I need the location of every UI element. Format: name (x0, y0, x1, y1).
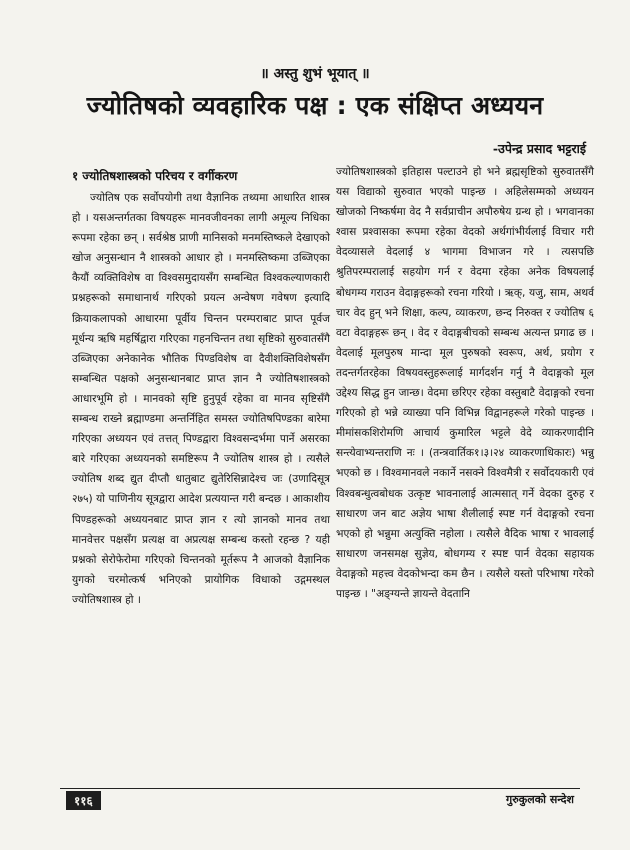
section-heading: १ ज्योतिषशास्त्रको परिचय र वर्गीकरण (72, 169, 238, 183)
right-column (336, 162, 594, 604)
author-name: -उपेन्द्र प्रसाद भट्टराई (492, 141, 586, 156)
left-paragraph: ज्योतिष एक सर्वोपयोगी तथा वैज्ञानिक तथ्यमा आधारित शास्त्र हो । यसअन्तर्गतका विषयहरू मानवजीवनका लागी अमूल्य निधिका रूपमा रहेका छन् । सर्वश्रेष्ठ प्राणी मानिसको मनमस्तिष्कले देखाएको खोज अनुसन्धान नै शास्त्रको आधार हो । मनमस्तिष्कमा उब्जिएका कैयौं व्यक्तिविशेष वा विश्वसमुदायसँग सम्बन्धित विश्वकल्याणकारी प्रश्नहरूको समाधानार्थ गरिएको प्रयत्न अन्वेषण गवेषण इत्यादि क्रियाकलापको आधारमा पूर्वीय चिन्तन परम्पराबाट प्राप्त पूर्वज मूर्धन्य ऋषि महर्षिद्वारा गरिएका गहनचिन्तन तथा सृष्टिको सुरुवातसँगै उब्जिएका अनेकानेक भौतिक पिण्डविशेष वा दैवीशक्तिविशेषसँग सम्बन्धित पक्षको अनुसन्धानबाट प्राप्त ज्ञान नै ज्योतिषशास्त्रको आधारभूमि हो । मानवको सृष्टि हुनुपूर्व रहेका वा मानव सृष्टिसँगै सम्बन्ध राख्ने ब्रह्माण्डमा अन्तर्निहित समस्त ज्योतिषपिण्डका बारेमा गरिएका अध्ययन एवं तत्तत् पिण्डद्वारा विश्वसन्दर्भमा पार्ने असरका बारे गरिएका अध्ययनको समष्टिरूप नै ज्योतिष शास्त्र हो । त्यसैले ज्योतिष शब्द द्युत दीप्तौ धातुबाट द्युतेरिसिन्नादेश्च जः (उणादिसूत्र २७५) यो पाणिनीय सूत्रद्वारा आदेश प्रत्ययान्त गरी बन्दछ । आकाशीय पिण्डहरूको अध्ययनबाट प्राप्त ज्ञान र त्यो ज्ञानको मानव तथा मानवेत्तर पक्षसँग प्रत्यक्ष वा अप्रत्यक्ष सम्बन्ध कस्तो रहन्छ ? यही प्रश्नको सेरोफेरोमा गरिएको चिन्तनको मूर्तरूप नै आजको वैज्ञानिक युगको चरमोत्कर्ष भनिएको प्रायोगिक विधाको उद्गमस्थल ज्योतिषशास्त्र हो । (72, 192, 330, 606)
right-paragraph: ज्योतिषशास्त्रको इतिहास पल्टाउने हो भने ब्रह्मसृष्टिको सुरुवातसँगै यस विद्याको सुरुवात भएको पाइन्छ । अहिलेसम्मको अध्ययन खोजको निष्कर्षमा वेद नै सर्वप्राचीन अपौरुषेय ग्रन्थ हो । भगवानका श्वास प्रश्वासका रूपमा रहेका वेदको अर्थगांभीर्यलाई विचार गरी वेदव्यासले वेदलाई ४ भागमा विभाजन गरे । त्यसपछि श्रुतिपरम्परालाई सहयोग गर्न र वेदमा रहेका अनेक विषयलाई बोधगम्य गराउन वेदाङ्गहरूको रचना गरियो । ऋक्, यजु, साम, अथर्व चार वेद हुन् भने शिक्षा, कल्प, व्याकरण, छन्द निरुक्त र ज्योतिष ६ वटा वेदाङ्गहरू छन् । वेद र वेदाङ्गबीचको सम्बन्ध अत्यन्त प्रगाढ छ । वेदलाई मूलपुरुष मान्दा मूल पुरुषको स्वरूप, अर्थ, प्रयोग र तदन्तर्गतरहेका विषयवस्तुहरूलाई मार्गदर्शन गर्नु नै वेदाङ्गको मूल उद्देश्य सिद्ध हुन जान्छ। वेदमा छरिएर रहेका वस्तुबाटै वेदाङ्गको रचना गरिएको हो भन्ने व्याख्या पनि विभिन्न विद्वानहरूले गरेको पाइन्छ । मीमांसकशिरोमणि आचार्य कुमारिल भट्टले वेदे व्याकरणादीनि सन्त्येवाभ्यन्तराणि नः । (तन्त्रवार्तिक१।३।२४ व्याकरणाधिकारः) भन्नु भएको छ । विश्वमानवले नकार्ने नसक्ने विश्वमैत्री र सर्वोदयकारी एवं विश्वबन्धुत्वबोधक उत्कृष्ट भावनालाई आत्मसात् गर्ने वेदका दुरुह र साधारण जन बाट अज्ञेय भाषा शैलीलाई स्पष्ट गर्न वेदाङ्गको रचना भएको हो भन्नुमा अत्युक्ति नहोला । त्यसैले वैदिक भाषा र भावलाई साधारण जनसमक्ष सुज्ञेय, बोधगम्य र स्पष्ट पार्न वेदका सहायक वेदाङ्गको महत्त्व वेदकोभन्दा कम छैन । त्यसैले यस्तो परिभाषा गरेको पाइन्छ । "अङ्ग्यन्ते ज्ञायन्ते वेदतानि (336, 166, 594, 600)
journal-name: गुरुकुलको सन्देश (506, 793, 574, 806)
left-column (72, 162, 330, 610)
footer-divider (60, 788, 580, 789)
article-title: ज्योतिषको व्यवहारिक पक्ष : एक संक्षिप्त अध्ययन (86, 91, 544, 120)
invocation-line: ॥ अस्तु शुभं भूयात् ॥ (260, 66, 370, 82)
page-number: ११६ (66, 791, 101, 810)
